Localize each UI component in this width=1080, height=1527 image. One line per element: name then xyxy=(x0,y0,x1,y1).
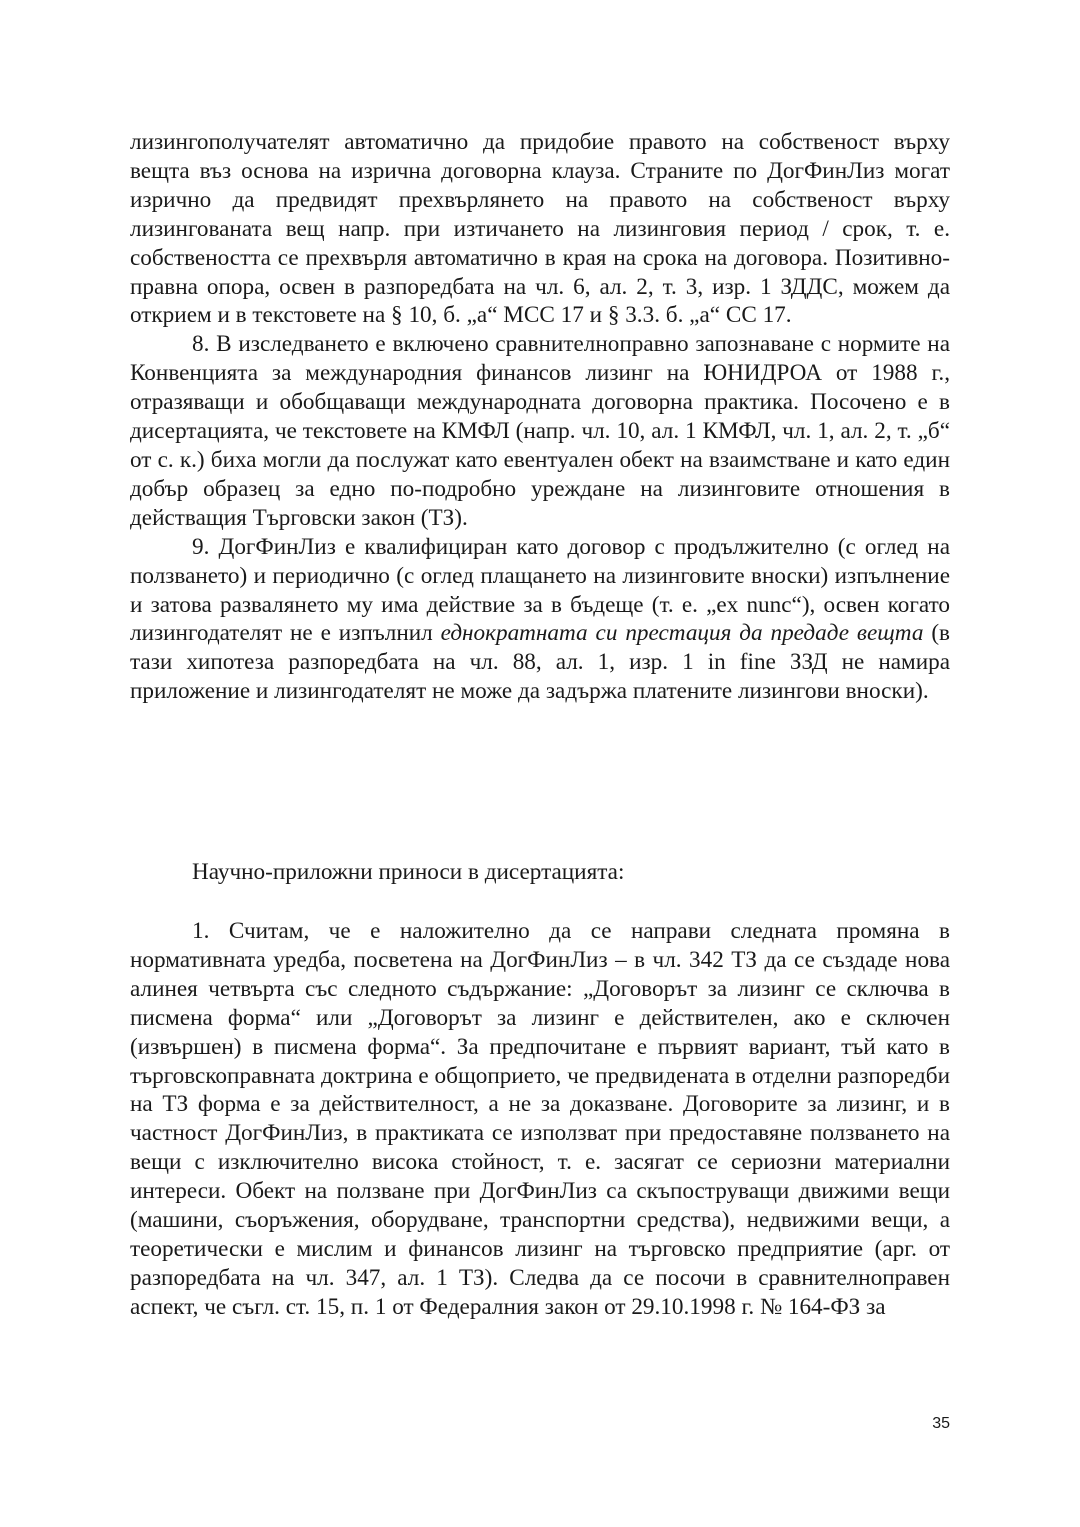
italic-emphasis: еднократната си престация да предаде вещта xyxy=(440,620,924,647)
section-heading-block xyxy=(130,858,950,887)
paragraph-applied-item-1 xyxy=(130,917,950,1322)
section-heading: Научно-приложни приноси в дисертацията: xyxy=(192,859,625,885)
paragraph-text: лизингополучателят автоматично да придобие правото на собственост върху вещта въз основа на изрична договорна клауза. Страните по ДогФинЛиз могат изрично да предвидят прехвърлянето на правото на собственост върху лизингованата вещ напр. при изтичането на лизинговия период / срок, т. е. собствеността се прехвърля автоматично в края на срока на договора. Позитивно-правна опора, освен в разпоредбата на чл. 6, ал. 2, т. 3, изр. 1 ЗДДС, можем да открием и в текстовете на § 10, б. „а“ МСС 17 и § 3.3. б. „а“ СС 17. xyxy=(130,129,950,329)
paragraph-continuation xyxy=(130,128,950,330)
paragraph-text: 9. ДогФинЛиз е квалифициран като договор с продължително (с оглед на ползването) и периодично (с оглед плащането на лизинговите вноски) изпълнение и затова развалянето му има действие за в бъдеще (т. е. „ex nunc“), освен когато лизингодателят не е изпълнил xyxy=(130,533,950,647)
paragraph-text: 1. Считам, че е наложително да се направи следната промяна в нормативната уредба, посветена на ДогФинЛиз – в чл. 342 ТЗ да се създаде нова алинея четвърта със следното съдържание: „Договорът за лизинг се сключва в писмена форма“ или „Договорът за лизинг е действителен, ако е сключен (извършен) в писмена форма“. За предпочитане е първият вариант, тъй като в търговскоправната доктрина е общоприето, че предвидената в отделни разпоредби на ТЗ форма е за действителност, а не за доказване. Договорите за лизинг, и в частност ДогФинЛиз, в практиката се използват при предоставяне ползването на вещи с изключително висока стойност, т. е. засягат се сериозни материални интереси. Обект на ползване при ДогФинЛиз са скъпоструващи движими вещи (машини, съоръжения, оборудване, транспортни средства), недвижими вещи, а теоретически е мислим и финансов лизинг на търговско предприятие (арг. от разпоредбата на чл. 347, ал. 1 ТЗ). Следва да се посочи в сравнителноправен аспект, че съгл. ст. 15, п. 1 от Федералния закон от 29.10.1998 г. № 164-ФЗ за xyxy=(130,918,950,1320)
page-number: 35 xyxy=(932,1415,950,1432)
paragraph-text: 8. В изследването е включено сравнителноправно запознаване с нормите на Конвенцията за международния финансов лизинг на ЮНИДРОА от 1988 г., отразяващи и обобщаващи международната договорна практика. Посочено е в дисертацията, че текстовете на КМФЛ (напр. чл. 10, ал. 1 КМФЛ, чл. 1, ал. 2, т. „б“ от с. к.) биха могли да послужат като евентуален обект на взаимстване и като един добър образец за едно по-подробно уреждане на лизинговите отношения в действащия Търговски закон (ТЗ). xyxy=(130,331,950,531)
top-text-block xyxy=(130,128,950,706)
paragraph-text: (в тази хипотеза разпоредбата на чл. 88, ал. 1, изр. 1 in fine ЗЗД не намира приложение и лизингодателят не може да задържа платените лизингови вноски). xyxy=(130,620,950,705)
paragraph-item-9 xyxy=(130,533,950,706)
paragraph-item-8 xyxy=(130,330,950,532)
bottom-text-block xyxy=(130,917,950,1322)
